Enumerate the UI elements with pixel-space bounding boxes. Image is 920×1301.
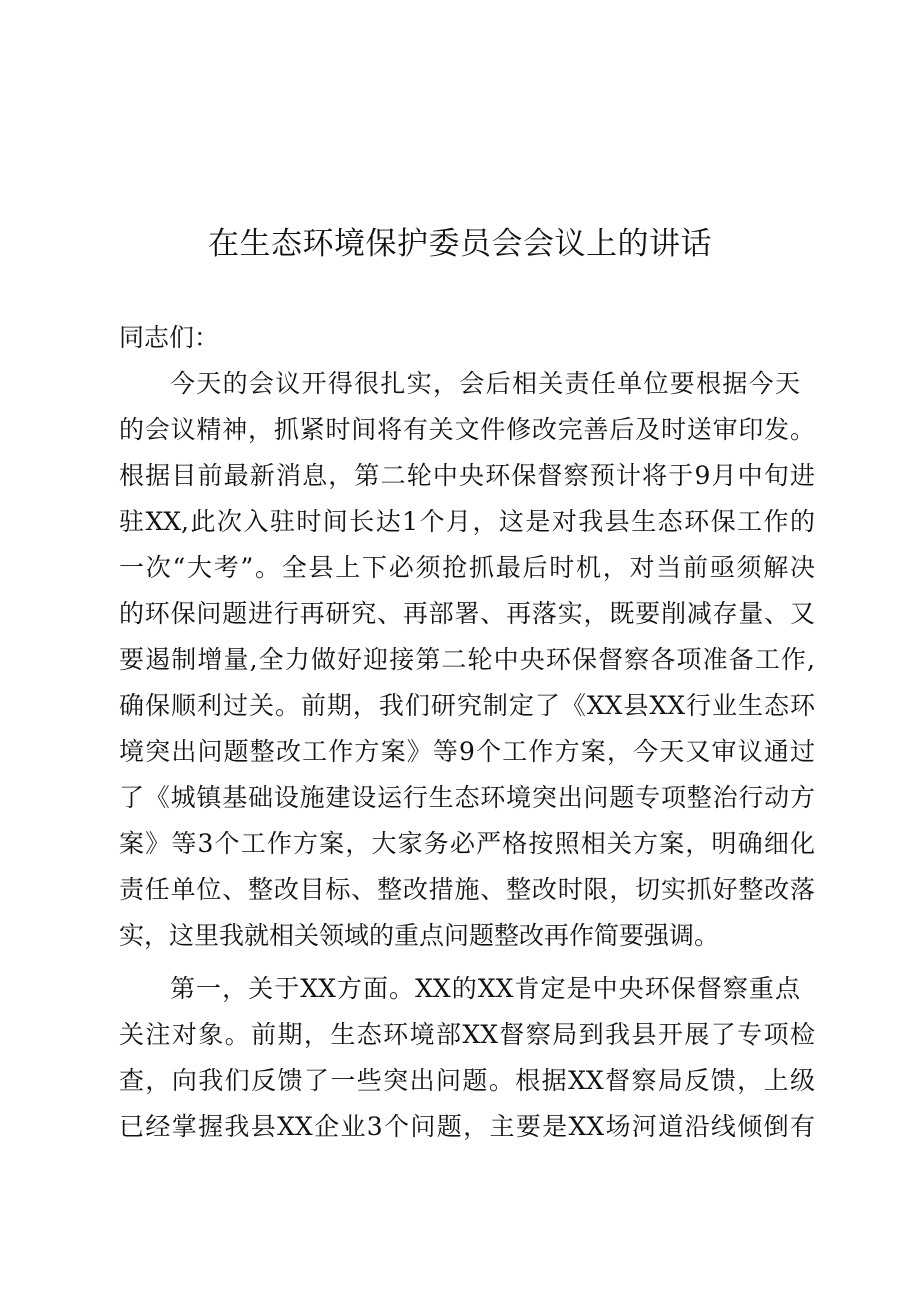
paragraph-line: 查，向我们反馈了一些突出问题。根据XX督察局反馈，上级 — [119, 1066, 815, 1095]
paragraph-line: 的环保问题进行再研究、再部署、再落实，既要削减存量、又 — [119, 599, 815, 628]
paragraph-line: 根据目前最新消息，第二轮中央环保督察预计将于9月中旬进 — [119, 461, 815, 490]
paragraph-line: 已经掌握我县XX企业3个问题，主要是XX场河道沿线倾倒有 — [119, 1112, 815, 1141]
paragraph-line: 关注对象。前期，生态环境部XX督察局到我县开展了专项检 — [119, 1020, 815, 1049]
paragraph-line: 实，这里我就相关领域的重点问题整改再作简要强调。 — [119, 921, 720, 950]
paragraph-line: 今天的会议开得很扎实，会后相关责任单位要根据今天 — [170, 369, 800, 398]
paragraph-line: 案》等3个工作方案，大家务必严格按照相关方案，明确细化 — [119, 829, 815, 858]
paragraph-line: 确保顺利过关。前期，我们研究制定了《XX县XX行业生态环 — [119, 691, 815, 720]
paragraph-line: 责任单位、整改目标、整改措施、整改时限，切实抓好整改落 — [119, 875, 815, 904]
paragraph-line: 境突出问题整改工作方案》等9个工作方案，今天又审议通过 — [119, 737, 815, 766]
paragraph-line: 要遏制增量,全力做好迎接第二轮中央环保督察各项准备工作, — [119, 645, 815, 674]
document-title: 在生态环境保护委员会会议上的讲话 — [208, 226, 712, 262]
salutation: 同志们： — [119, 323, 220, 352]
paragraph-line: 一次“大考”。全县上下必须抢抓最后时机，对当前亟须解决 — [119, 553, 815, 582]
paragraph-line: 第一，关于XX方面。XX的XX肯定是中央环保督察重点 — [170, 974, 800, 1003]
paragraph-line: 的会议精神，抓紧时间将有关文件修改完善后及时送审印发。 — [119, 415, 815, 444]
paragraph-line: 驻XX,此次入驻时间长达1个月，这是对我县生态环保工作的 — [119, 507, 815, 536]
paragraph-line: 了《城镇基础设施建设运行生态环境突出问题专项整治行动方 — [119, 783, 815, 812]
